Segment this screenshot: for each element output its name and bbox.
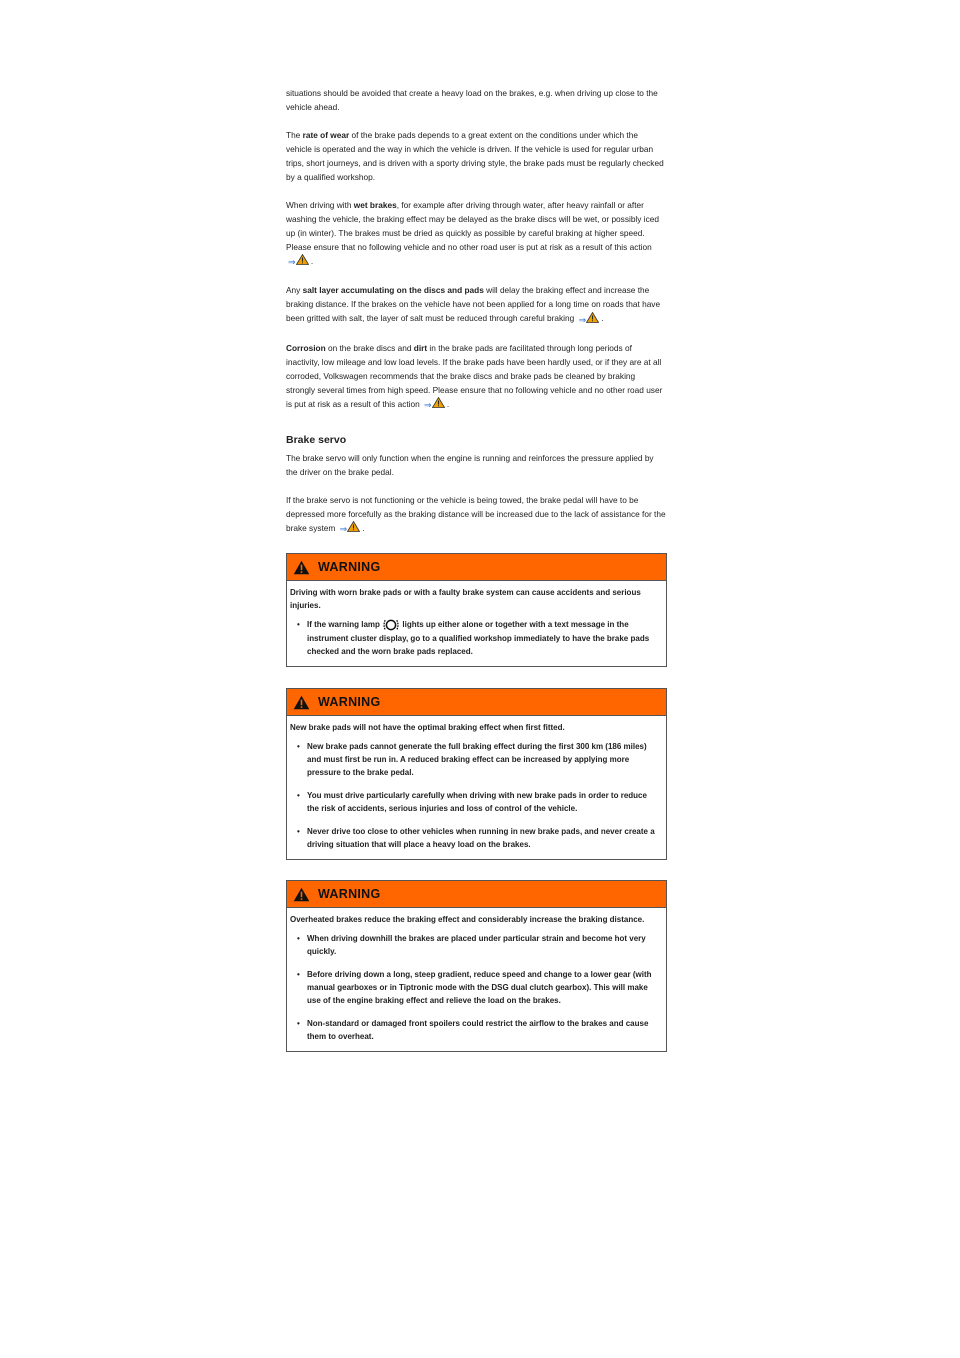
warning-reference-link[interactable] <box>340 521 361 536</box>
warning-list-item <box>290 740 660 779</box>
warning-header <box>287 689 666 716</box>
paragraph-brake-servo-failure <box>286 493 666 536</box>
bullet: • <box>297 1019 300 1028</box>
warning-triangle-icon <box>296 254 309 265</box>
warning-item-text: When driving downhill the brakes are placed under particular strain and become hot very quickly. <box>307 934 646 956</box>
paragraph-heavy-load <box>286 86 666 114</box>
warning-reference-link[interactable] <box>579 312 600 327</box>
warning-item-text: If the warning lamp <box>307 620 380 630</box>
warning-list-item <box>290 825 660 851</box>
warning-list <box>290 618 660 658</box>
paragraph-text: of the brake pads depends to a great extent on the conditions under which the vehicle is operated and the way in which the vehicle is driven. If the vehicle is used for regular urban trips, short journeys, and is driven with a sporty driving style, the brake pads must be regularly checked by a qualified workshop. <box>286 130 664 182</box>
warning-title: WARNING <box>318 887 381 901</box>
manual-text <box>286 86 666 550</box>
warning-triangle-icon <box>432 397 445 408</box>
paragraph-rate-of-wear <box>286 128 666 184</box>
warning-body <box>287 581 666 666</box>
paragraph-wet-brakes <box>286 198 666 269</box>
emphasis-corrosion: Corrosion <box>286 342 326 353</box>
paragraph-corrosion <box>286 341 666 412</box>
warning-triangle-icon <box>293 887 310 902</box>
paragraph-text: . <box>601 313 604 324</box>
paragraph-text: on the brake discs and <box>325 342 414 353</box>
paragraph-text: The brake servo will only function when the engine is running and reinforces the pressure applied by the driver on the brake pedal. <box>286 452 654 477</box>
paragraph-text: will delay the braking effect and increase the braking distance. If the brakes on the vehicle have not been applied for a long time on roads that have been gritted with salt, the layer of salt must be reduced through careful braking <box>286 285 661 324</box>
brake-pad-warning-lamp-icon <box>382 618 400 632</box>
paragraph-text: , for example after driving through water, after heavy rainfall or after washing the vehicle, the braking effect may be delayed as the brake discs will be wet, or possibly iced up (in winter). The brakes must be dried as quickly as possible by careful braking at higher speed. Please ensure that no following vehicle and no other road user is put at risk as a result of this action <box>286 200 659 252</box>
warning-item-text: You must drive particularly carefully when driving with new brake pads in order to reduce the risk of accidents, serious injuries and loss of control of the vehicle. <box>307 791 647 813</box>
warning-triangle-icon <box>293 560 310 575</box>
warning-intro: Overheated brakes reduce the braking effect and considerably increase the braking distance. <box>290 915 645 924</box>
warning-item-text: New brake pads cannot generate the full braking effect during the first 300 km (186 miles) and must first be run in. A reduced braking effect can be increased by applying more pressure to the brake pedal. <box>307 742 647 777</box>
warning-list-item <box>290 618 660 658</box>
emphasis-dirt: dirt <box>413 342 428 353</box>
warning-item-text: lights up either alone or together with a text message in the instrument cluster display, go to a qualified workshop immediately to have the brake pads checked and the worn brake pads replaced. <box>307 620 650 656</box>
warning-title: WARNING <box>318 560 381 574</box>
paragraph-text: situations should be avoided that create a heavy load on the brakes, e.g. when driving up close to the vehicle ahead. <box>286 88 658 112</box>
warning-item-text: Before driving down a long, steep gradient, reduce speed and change to a lower gear (with manual gearboxes or in Tiptronic mode with the DSG dual clutch gearbox). This will make use of the engine braking effect and relieve the load on the brakes. <box>307 970 652 1005</box>
warning-intro: Driving with worn brake pads or with a faulty brake system can cause accidents and serious injuries. <box>290 588 641 610</box>
warning-list-item <box>290 932 660 958</box>
paragraph-text: If the brake servo is not functioning or the vehicle is being towed, the brake pedal will have to be depressed more forcefully as the braking distance will be increased due to the lack of assistance for the brake system <box>286 494 666 533</box>
warning-header <box>287 554 666 581</box>
paragraph-text: . <box>310 256 314 266</box>
warning-list-item <box>290 1017 660 1043</box>
warning-item-text: Never drive too close to other vehicles when running in new brake pads, and never create a driving situation that will place a heavy load on the brakes. <box>307 827 655 849</box>
reference-arrow-icon: ⇒ <box>578 314 587 325</box>
warning-header <box>287 881 666 908</box>
warning-box-new-brake-pads <box>286 688 667 860</box>
warning-box-overheated-brakes <box>286 880 667 1052</box>
paragraph-text: in the brake pads are facilitated through long periods of inactivity, low mileage and low load levels. If the brake pads have been hardly used, or if they are at all corroded, Volkswagen recommends that the brake discs and brake pads be cleaned by braking strongly several times from high speed. Please ensure that no following vehicle and no other road user is put at risk as a result of this action <box>286 342 663 409</box>
reference-arrow-icon: ⇒ <box>288 257 296 268</box>
reference-arrow-icon: ⇒ <box>339 524 348 535</box>
warning-reference-link[interactable] <box>288 254 309 269</box>
paragraph-text: . <box>446 398 450 409</box>
warning-body <box>287 716 666 859</box>
warning-title: WARNING <box>318 695 381 709</box>
warning-list <box>290 740 660 851</box>
emphasis-wet-brakes: wet brakes <box>353 200 397 210</box>
warning-list-item <box>290 789 660 815</box>
paragraph-text: When driving with <box>286 200 354 210</box>
bullet: • <box>297 791 300 800</box>
emphasis-salt-layer: salt layer accumulating on the discs and pads <box>302 285 484 296</box>
warning-reference-link[interactable] <box>424 397 445 412</box>
reference-arrow-icon: ⇒ <box>424 399 432 410</box>
warning-list <box>290 932 660 1043</box>
paragraph-text: The <box>286 130 303 140</box>
paragraph-salt-layer <box>286 283 666 326</box>
paragraph-text: . <box>362 522 365 533</box>
warning-triangle-icon <box>586 312 599 323</box>
bullet: • <box>297 970 300 979</box>
warning-triangle-icon <box>347 521 360 532</box>
section-heading-brake-servo: Brake servo <box>286 433 347 446</box>
paragraph-brake-servo-function <box>286 451 666 479</box>
warning-box-worn-brakes <box>286 553 667 667</box>
warning-item-text: Non-standard or damaged front spoilers could restrict the airflow to the brakes and cause them to overheat. <box>307 1019 649 1041</box>
bullet: • <box>297 827 300 836</box>
bullet: • <box>297 742 300 751</box>
warning-intro: New brake pads will not have the optimal braking effect when first fitted. <box>290 723 565 732</box>
bullet: • <box>297 620 300 629</box>
emphasis-rate-of-wear: rate of wear <box>302 130 350 140</box>
warning-list-item <box>290 968 660 1007</box>
paragraph-text: Any <box>286 285 303 296</box>
bullet: • <box>297 934 300 943</box>
warning-body <box>287 908 666 1051</box>
warning-triangle-icon <box>293 695 310 710</box>
